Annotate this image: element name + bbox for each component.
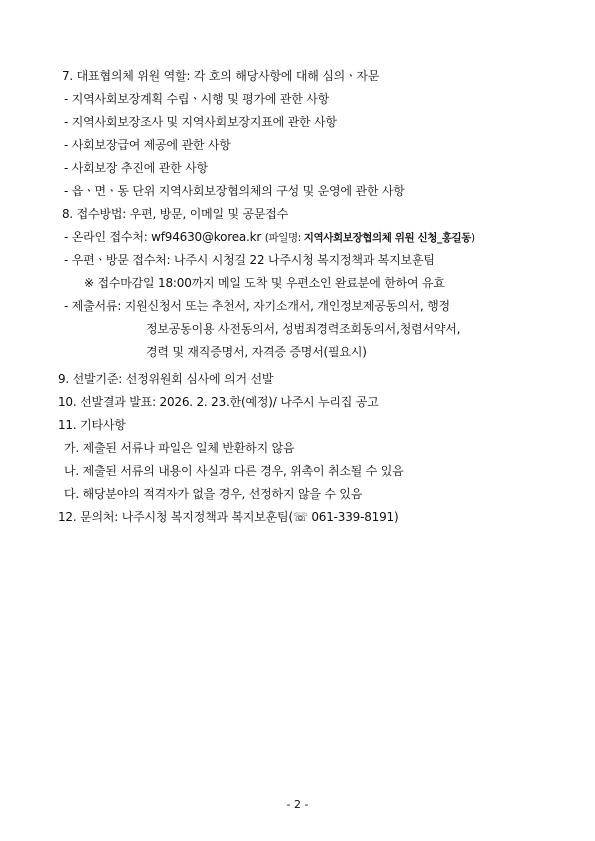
filename-note-value: 지역사회보장협의체 위원 신청_홍길동 — [303, 232, 472, 244]
page-number: - 2 - — [286, 798, 309, 811]
filename-note-label: (파일명: — [264, 232, 304, 244]
section-11-item: 가. 제출된 서류나 파일은 일체 반환하지 않음 — [64, 441, 295, 455]
required-documents-continued: 정보공동이용 사전동의서, 성범죄경력조회동의서,청렴서약서, — [146, 322, 461, 336]
required-documents: - 제출서류: 지원신청서 또는 추천서, 자기소개서, 개인정보제공동의서, 행정 — [64, 299, 450, 313]
section-7-item: - 사회보장급여 제공에 관한 사항 — [64, 138, 231, 152]
online-submission-line — [64, 229, 475, 246]
section-11-heading: 11. 기타사항 — [58, 418, 126, 432]
section-8-heading: 8. 접수방법: 우편, 방문, 이메일 및 공문접수 — [62, 207, 289, 221]
section-11-item: 다. 해당분야의 적격자가 없을 경우, 선정하지 않을 수 있음 — [64, 487, 363, 501]
section-12-contact: 12. 문의처: 나주시청 복지정책과 복지보훈팀(☏ 061-339-8191) — [58, 510, 399, 524]
section-7-item: - 읍ㆍ면ㆍ동 단위 지역사회보장협의체의 구성 및 운영에 관한 사항 — [64, 184, 405, 198]
section-7-item: - 지역사회보장조사 및 지역사회보장지표에 관한 사항 — [64, 115, 337, 129]
section-7-item: - 지역사회보장계획 수립ㆍ시행 및 평가에 관한 사항 — [64, 92, 330, 106]
required-documents-continued: 경력 및 재직증명서, 자격증 증명서(필요시) — [146, 345, 367, 359]
section-10-result-announcement: 10. 선발결과 발표: 2026. 2. 23.한(예정)/ 나주시 누리집 공고 — [58, 395, 379, 409]
section-7-item: - 사회보장 추진에 관한 사항 — [64, 161, 208, 175]
section-7-heading: 7. 대표협의체 위원 역할: 각 호의 해당사항에 대해 심의ㆍ자문 — [62, 69, 380, 83]
mail-visit-submission: - 우편ㆍ방문 접수처: 나주시 시청길 22 나주시청 복지정책과 복지보훈팀 — [64, 253, 435, 267]
online-submission-text: - 온라인 접수처: wf94630@korea.kr — [64, 230, 265, 244]
section-11-item: 나. 제출된 서류의 내용이 사실과 다른 경우, 위촉이 취소될 수 있음 — [64, 464, 404, 478]
deadline-note: ※ 접수마감일 18:00까지 메일 도착 및 우편소인 완료분에 한하여 유효 — [84, 276, 445, 290]
section-9-selection-criteria: 9. 선발기준: 선정위원회 심사에 의거 선발 — [58, 372, 274, 386]
filename-note-close: ) — [471, 232, 475, 244]
